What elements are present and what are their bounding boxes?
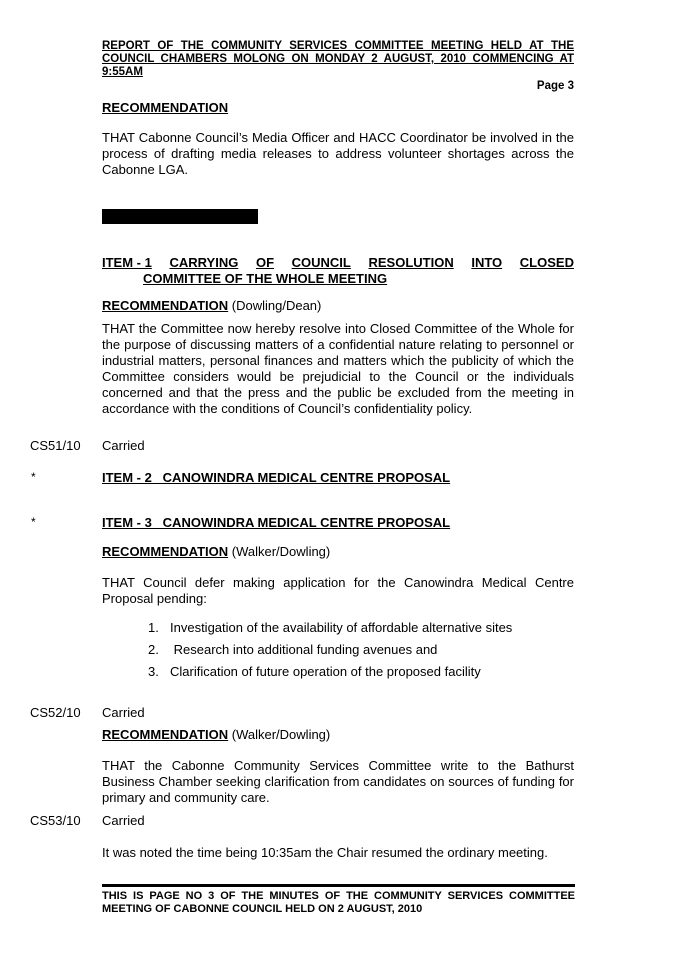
list-number: 3. bbox=[148, 664, 159, 679]
item1-title-word: COUNCIL bbox=[291, 255, 351, 270]
rec2-recommendation bbox=[102, 727, 330, 742]
list-text: Investigation of the availability of affordable alternative sites bbox=[170, 620, 513, 635]
list-number: 2. bbox=[148, 642, 159, 657]
item3-list bbox=[148, 620, 512, 686]
result-text: Carried bbox=[102, 438, 145, 453]
item1-title-word: CARRYING bbox=[169, 255, 239, 270]
resolution-number: CS51/10 bbox=[30, 438, 81, 453]
item3-title: ITEM - 3 CANOWINDRA MEDICAL CENTRE PROPOSAL bbox=[102, 515, 451, 530]
section1-heading: RECOMMENDATION bbox=[102, 100, 229, 115]
item1-text: THAT the Committee now hereby resolve into Closed Committee of the Whole for the purpose of discussing matters of a confidential nature relating to personnel or industrial matters, personal finances and matters which the publicity of which the Committee considers would be prejudicial to the Council or the individuals concerned and that the press and the public be excluded from the meeting in accordance with the conditions of Council’s confidentiality policy. bbox=[102, 321, 574, 416]
item1-title-word: CLOSED bbox=[519, 255, 574, 270]
rec2-text: THAT the Cabonne Community Services Committee write to the Bathurst Business Chamber seeking clarification from candidates on sources of funding for primary and community care. bbox=[102, 758, 574, 805]
list-item bbox=[148, 642, 512, 664]
list-text: Clarification of future operation of the proposed facility bbox=[170, 664, 481, 679]
report-header: REPORT OF THE COMMUNITY SERVICES COMMITTEE MEETING HELD AT THE COUNCIL CHAMBERS MOLONG ON MONDAY 2 AUGUST, 2010 COMMENCING AT 9:55AM bbox=[102, 40, 574, 78]
list-item bbox=[148, 620, 512, 642]
list-item bbox=[148, 664, 512, 686]
list-text: Research into additional funding avenues and bbox=[170, 642, 438, 657]
item2-title: ITEM - 2 CANOWINDRA MEDICAL CENTRE PROPOSAL bbox=[102, 470, 451, 485]
item1-title bbox=[102, 255, 574, 288]
item1-recommendation bbox=[102, 298, 321, 313]
item2-marker: * bbox=[31, 470, 36, 484]
section1-text: THAT Cabonne Council’s Media Officer and HACC Coordinator be involved in the process of drafting media releases to address volunteer shortages across the Cabonne LGA. bbox=[102, 130, 574, 177]
item1-rec-movers: (Dowling/Dean) bbox=[231, 298, 322, 313]
item1-title-word: INTO bbox=[471, 255, 503, 270]
page-footer: THIS IS PAGE NO 3 OF THE MINUTES OF THE COMMUNITY SERVICES COMMITTEE MEETING OF CABONNE COUNCIL HELD ON 2 AUGUST, 2010 bbox=[102, 890, 575, 915]
result-text: Carried bbox=[102, 813, 145, 828]
result-text: Carried bbox=[102, 705, 145, 720]
item1-title-word: ITEM - 1 bbox=[102, 255, 152, 270]
item3-recommendation bbox=[102, 544, 330, 559]
item3-marker: * bbox=[31, 515, 36, 529]
item3-text: THAT Council defer making application for the Canowindra Medical Centre Proposal pending: bbox=[102, 575, 574, 606]
resolution-number: CS53/10 bbox=[30, 813, 81, 828]
redaction-bar bbox=[102, 209, 258, 224]
list-number: 1. bbox=[148, 620, 159, 635]
item3-rec-heading: RECOMMENDATION bbox=[102, 544, 229, 559]
footer-rule bbox=[102, 884, 575, 887]
closing-note: It was noted the time being 10:35am the Chair resumed the ordinary meeting. bbox=[102, 845, 548, 860]
item1-rec-heading: RECOMMENDATION bbox=[102, 298, 229, 313]
item1-title-word: OF bbox=[255, 255, 275, 270]
resolution-number: CS52/10 bbox=[30, 705, 81, 720]
rec2-movers: (Walker/Dowling) bbox=[231, 727, 331, 742]
item1-title-word: RESOLUTION bbox=[368, 255, 454, 270]
rec2-heading: RECOMMENDATION bbox=[102, 727, 229, 742]
page-number: Page 3 bbox=[536, 80, 574, 92]
item1-title-line2: COMMITTEE OF THE WHOLE MEETING bbox=[143, 271, 388, 286]
item3-rec-movers: (Walker/Dowling) bbox=[231, 544, 331, 559]
